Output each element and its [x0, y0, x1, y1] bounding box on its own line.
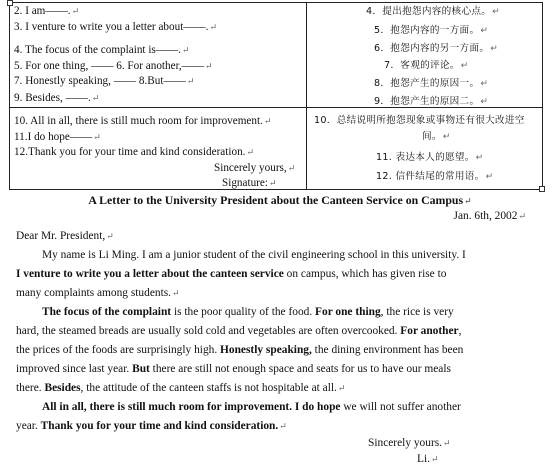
outline-note: 8．抱怨产生的原因一。↵: [374, 78, 489, 89]
outline-item: 3. I venture to write you a letter about——.↵: [14, 21, 218, 33]
paragraph-line: All in all, there is still much room for improvement. I do hope we will not suffer another: [42, 401, 461, 413]
outline-item: 5. For one thing, —— 6. For another,——↵: [14, 60, 213, 72]
outline-note: 10．总结说明所抱怨现象或事物还有很大改进空: [314, 115, 525, 126]
letter-title: A Letter to the University President about the Canteen Service on Campus↵: [88, 193, 472, 207]
outline-item: 9. Besides, ——.↵: [14, 92, 100, 104]
paragraph-line: improved since last year. But there are still not enough space and seats for us to have our meals: [16, 363, 451, 375]
outline-note: 6．抱怨内容的另一方面。↵: [374, 43, 499, 54]
paragraph-line: there. Besides, the attitude of the canteen staffs is not hospitable at all.↵: [16, 382, 346, 394]
outline-item: 10. All in all, there is still much room for improvement.↵: [14, 115, 272, 127]
signature: Li.↵: [417, 453, 439, 465]
table-resize-handle[interactable]: [539, 186, 545, 192]
outline-item: 2. I am——.↵: [14, 5, 80, 17]
outline-item: 11.I do hope——↵: [14, 131, 101, 143]
paragraph-line: year. Thank you for your time and kind consideration.↵: [16, 420, 287, 432]
outline-table: [9, 2, 543, 190]
outline-note: 间。↵: [422, 131, 451, 142]
outline-note: 4．提出抱怨内容的核心点。↵: [366, 6, 500, 17]
outline-note: 5．抱怨内容的一方面。↵: [374, 25, 489, 36]
outline-item: Sincerely yours,↵: [214, 162, 296, 174]
outline-item: 7. Honestly speaking, —— 8.But——↵: [14, 75, 195, 87]
paragraph-line: I venture to write you a letter about the canteen service on campus, which has given rise to: [16, 268, 447, 280]
outline-item: Signature:↵: [222, 177, 277, 189]
salutation: Dear Mr. President,↵: [16, 230, 114, 242]
paragraph-line: many complaints among students.↵: [16, 287, 180, 299]
outline-note: 7．客观的评论。↵: [384, 60, 469, 71]
outline-item: 4. The focus of the complaint is——.↵: [14, 44, 190, 56]
table-column-divider: [306, 3, 307, 189]
outline-note: 11. 表达本人的愿望。↵: [376, 152, 484, 163]
paragraph-line: The focus of the complaint is the poor quality of the food. For one thing, the rice is very: [42, 306, 454, 318]
paragraph-line: the prices of the foods are surprisingly high. Honestly speaking, the dining environment has been: [16, 344, 464, 356]
paragraph-line: hard, the steamed breads are usually sold cold and vegetables are often overcooked. For another,: [16, 325, 462, 337]
table-resize-handle[interactable]: [7, 0, 13, 6]
outline-note: 9．抱怨产生的原因二。↵: [374, 96, 489, 107]
paragraph-line: My name is Li Ming. I am a junior student of the civil engineering school in this university. I: [42, 249, 466, 261]
outline-item: 12.Thank you for your time and kind consideration.↵: [14, 146, 255, 158]
closing: Sincerely yours.↵: [368, 437, 451, 449]
letter-date: Jan. 6th, 2002↵: [453, 210, 526, 222]
outline-note: 12. 信件结尾的常用语。↵: [376, 171, 494, 182]
